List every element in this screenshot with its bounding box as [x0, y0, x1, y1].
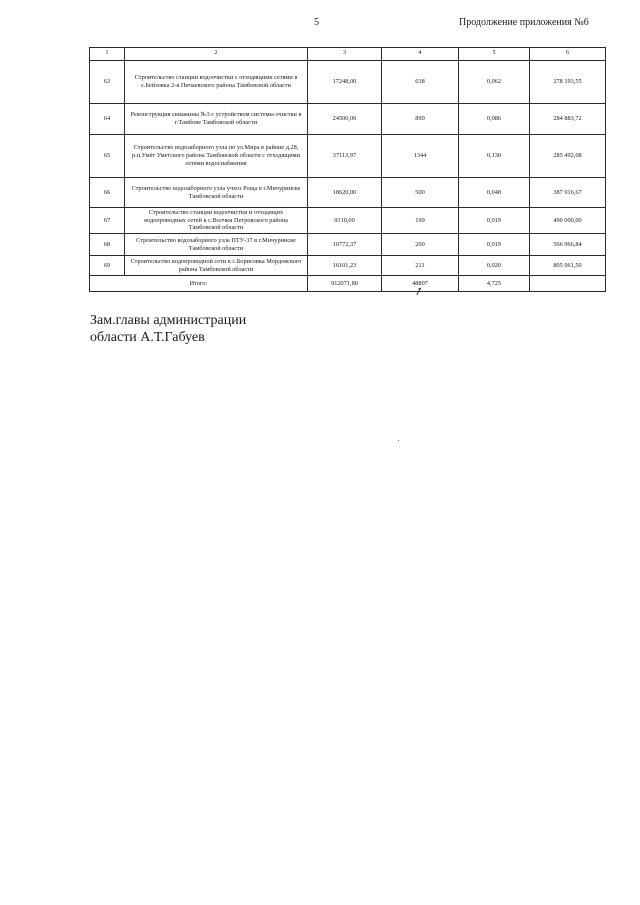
column-number: 6	[530, 48, 606, 61]
table-row	[90, 61, 606, 104]
cell-col4: 890	[382, 104, 459, 135]
cell-col3: 9310,00	[308, 208, 382, 234]
signature-position: Зам.главы администрации	[90, 313, 247, 328]
table-row	[90, 256, 606, 276]
total-label: Итого:	[90, 276, 308, 292]
cell-col6: 805 061,50	[530, 256, 606, 276]
row-number: 67	[90, 208, 125, 234]
cell-col6: 490 000,00	[530, 208, 606, 234]
cell-col4: 638	[382, 61, 459, 104]
cell-col4: 199	[382, 208, 459, 234]
cell-col5: 0,019	[459, 208, 530, 234]
cell-col3: 10772,37	[308, 234, 382, 256]
signature-name: области А.Т.Габуев	[90, 330, 205, 345]
object-name: Строительство водозаборного узла учхоз Роща в г.Мичуринске Тамбовской области	[125, 178, 308, 208]
row-number: 64	[90, 104, 125, 135]
table-column-numbers-row	[90, 48, 606, 61]
row-number: 65	[90, 135, 125, 178]
table-row	[90, 135, 606, 178]
cell-col6: 387 916,67	[530, 178, 606, 208]
table-row	[90, 208, 606, 234]
cell-col6: 278 193,55	[530, 61, 606, 104]
total-col5: 4,725	[459, 276, 530, 292]
row-number: 69	[90, 256, 125, 276]
total-col4: 48807	[382, 276, 459, 292]
table-row	[90, 178, 606, 208]
object-name: Строительство водозаборного узла по ул.Мира в районе д.28, р.п.Умёт Уметского района Тамбовской области с отходящими сетями водоснабжения	[125, 135, 308, 178]
total-col3: 912071,80	[308, 276, 382, 292]
cell-col4: 200	[382, 234, 459, 256]
object-name: Строительство станции водоочистки и отходящих водопроводных сетей в с.Волчки Петровского района Тамбовской области	[125, 208, 308, 234]
cell-col5: 0,062	[459, 61, 530, 104]
column-number: 4	[382, 48, 459, 61]
scan-speck	[398, 440, 399, 441]
cell-col5: 0,048	[459, 178, 530, 208]
row-number: 66	[90, 178, 125, 208]
row-number: 68	[90, 234, 125, 256]
column-number: 3	[308, 48, 382, 61]
cell-col3: 16101,23	[308, 256, 382, 276]
cell-col4: 1344	[382, 135, 459, 178]
cell-col3: 17248,00	[308, 61, 382, 104]
cell-col6: 566 966,84	[530, 234, 606, 256]
cell-col3: 18620,00	[308, 178, 382, 208]
cell-col6: 285 492,08	[530, 135, 606, 178]
cell-col5: 0,086	[459, 104, 530, 135]
total-col6-empty	[530, 276, 606, 292]
cell-col4: 211	[382, 256, 459, 276]
appendix-continuation-note: Продолжение приложения №6	[459, 17, 589, 28]
column-number: 2	[125, 48, 308, 61]
signature-block	[90, 312, 246, 346]
table-total-row	[90, 276, 606, 292]
row-number: 63	[90, 61, 125, 104]
cell-col5: 0,130	[459, 135, 530, 178]
column-number: 5	[459, 48, 530, 61]
object-name: Строительство станции водоочистки с отходящими сетями в с.Бейзовка 2-я Пичаевского района Тамбовской области	[125, 61, 308, 104]
table-row	[90, 234, 606, 256]
object-name: Строительство водопроводной сети в с.Борисовка Мордовского района Тамбовской области	[125, 256, 308, 276]
cell-col3: 24500,00	[308, 104, 382, 135]
object-name: Реконструкция скважины №3 с устройством системы очистки в г.Тамбове Тамбовской области	[125, 104, 308, 135]
object-name: Строительство водозаборного узла ПТУ-37 в г.Мичуринске Тамбовской области	[125, 234, 308, 256]
cell-col5: 0,020	[459, 256, 530, 276]
cell-col6: 284 883,72	[530, 104, 606, 135]
cell-col3: 37113,97	[308, 135, 382, 178]
column-number: 1	[90, 48, 125, 61]
page-number: 5	[314, 17, 319, 28]
table-row	[90, 104, 606, 135]
cell-col5: 0,019	[459, 234, 530, 256]
handwritten-tick-mark: ↗	[412, 284, 426, 300]
objects-table	[89, 47, 606, 292]
cell-col4: 500	[382, 178, 459, 208]
